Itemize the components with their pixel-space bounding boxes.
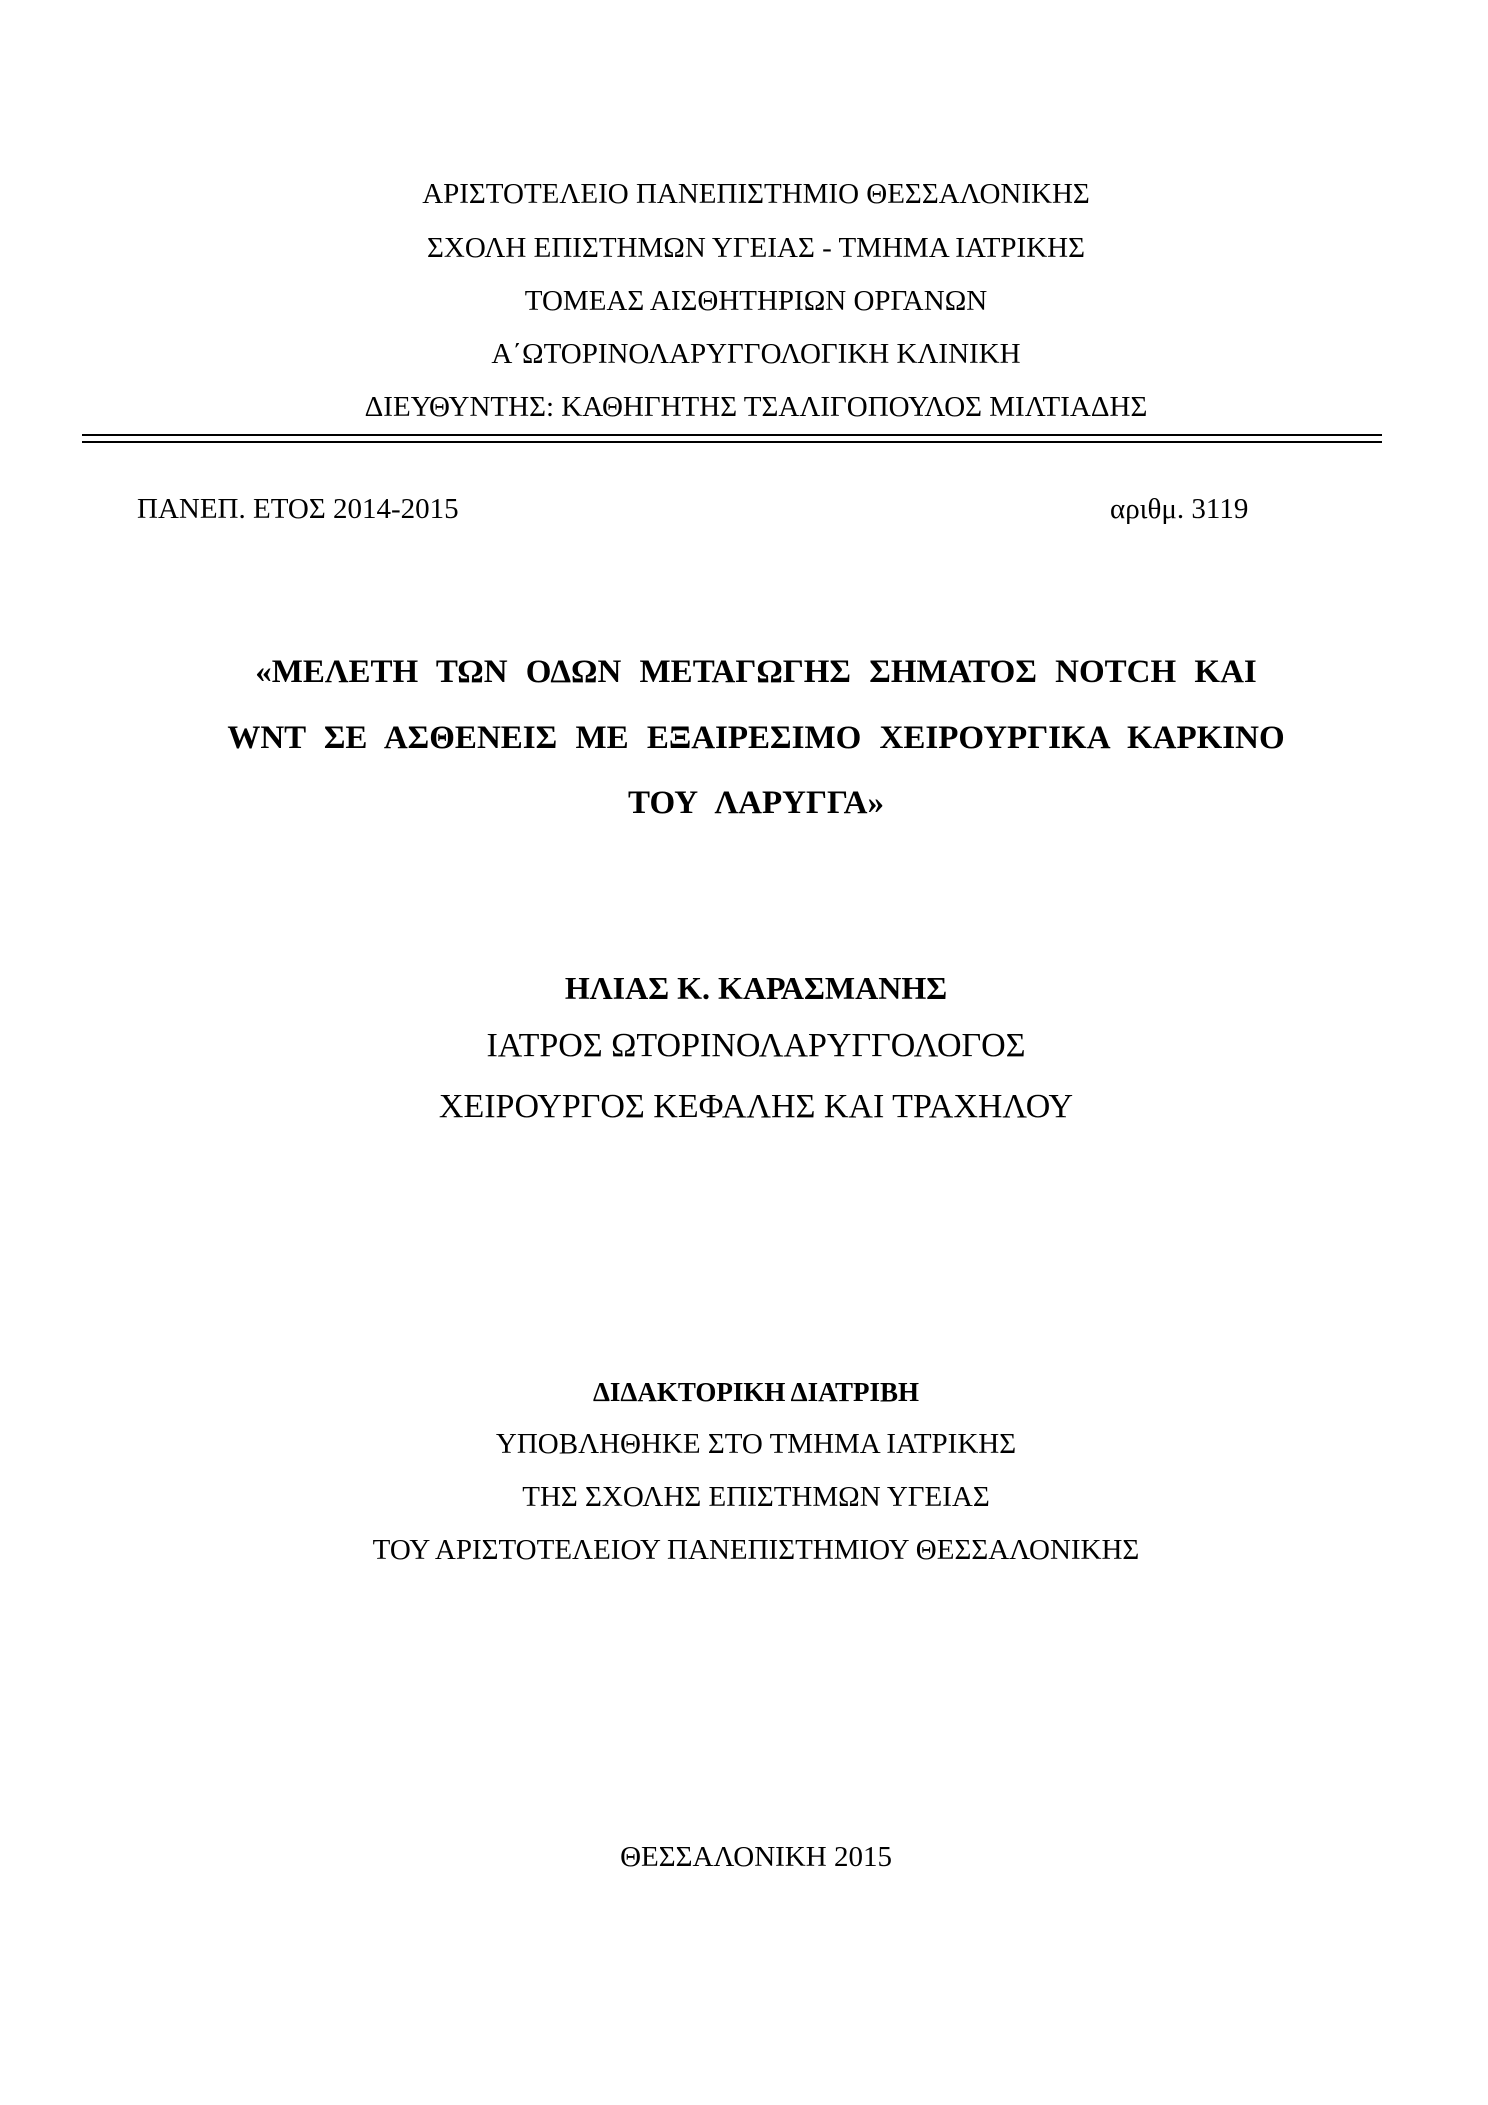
thesis-title-line-2: WNT ΣΕ ΑΣΘΕΝΕΙΣ ΜΕ ΕΞΑΙΡΕΣΙΜΟ ΧΕΙΡΟΥΡΓΙΚΑ ΚΑΡΚΙΝΟ — [227, 720, 1285, 756]
academic-year: ΠΑΝΕΠ. ΕΤΟΣ 2014-2015 — [137, 493, 459, 525]
author-name: ΗΛΙΑΣ Κ. ΚΑΡΑΣΜΑΝΗΣ — [564, 970, 948, 1006]
clinic-name: Α΄ΩΤΟΡΙΝΟΛΑΡΥΓΓΟΛΟΓΙΚΗ ΚΛΙΝΙΚΗ — [491, 338, 1021, 370]
thesis-number: αριθμ. 3119 — [1110, 493, 1249, 525]
author-role-2: ΧΕΙΡΟΥΡΓΟΣ ΚΕΦΑΛΗΣ ΚΑΙ ΤΡΑΧΗΛΟΥ — [438, 1088, 1074, 1125]
header-rule-top — [82, 434, 1382, 436]
director-line: ΔΙΕΥΘΥΝΤΗΣ: ΚΑΘΗΓΗΤΗΣ ΤΣΑΛΙΓΟΠΟΥΛΟΣ ΜΙΛΤΙΑΔΗΣ — [364, 391, 1148, 423]
header-rule-bottom — [82, 441, 1382, 443]
submission-line-2: ΤΗΣ ΣΧΟΛΗΣ ΕΠΙΣΤΗΜΩΝ ΥΓΕΙΑΣ — [522, 1481, 990, 1513]
university-name: ΑΡΙΣΤΟΤΕΛΕΙΟ ΠΑΝΕΠΙΣΤΗΜΙΟ ΘΕΣΣΑΛΟΝΙΚΗΣ — [422, 178, 1090, 210]
thesis-type: ΔΙΔΑΚΤΟΡΙΚΗ ΔΙΑΤΡΙΒΗ — [593, 1377, 919, 1407]
place-and-date: ΘΕΣΣΑΛΟΝΙΚΗ 2015 — [620, 1841, 892, 1873]
thesis-title-line-1: «ΜΕΛΕΤΗ ΤΩΝ ΟΔΩΝ ΜΕΤΑΓΩΓΗΣ ΣΗΜΑΤΟΣ NOTCH ΚΑΙ — [255, 654, 1257, 690]
submission-line-3: ΤΟΥ ΑΡΙΣΤΟΤΕΛΕΙΟΥ ΠΑΝΕΠΙΣΤΗΜΙΟΥ ΘΕΣΣΑΛΟΝΙΚΗΣ — [372, 1534, 1140, 1566]
author-role-1: ΙΑΤΡΟΣ ΩΤΟΡΙΝΟΛΑΡΥΓΓΟΛΟΓΟΣ — [486, 1027, 1026, 1064]
school-department: ΣΧΟΛΗ ΕΠΙΣΤΗΜΩΝ ΥΓΕΙΑΣ - ΤΜΗΜΑ ΙΑΤΡΙΚΗΣ — [427, 232, 1085, 264]
sector-name: ΤΟΜΕΑΣ ΑΙΣΘΗΤΗΡΙΩΝ ΟΡΓΑΝΩΝ — [524, 285, 988, 317]
thesis-title-line-3: ΤΟΥ ΛΑΡΥΓΓΑ» — [628, 785, 884, 821]
submission-line-1: ΥΠΟΒΛΗΘΗΚΕ ΣΤΟ ΤΜΗΜΑ ΙΑΤΡΙΚΗΣ — [495, 1428, 1017, 1460]
